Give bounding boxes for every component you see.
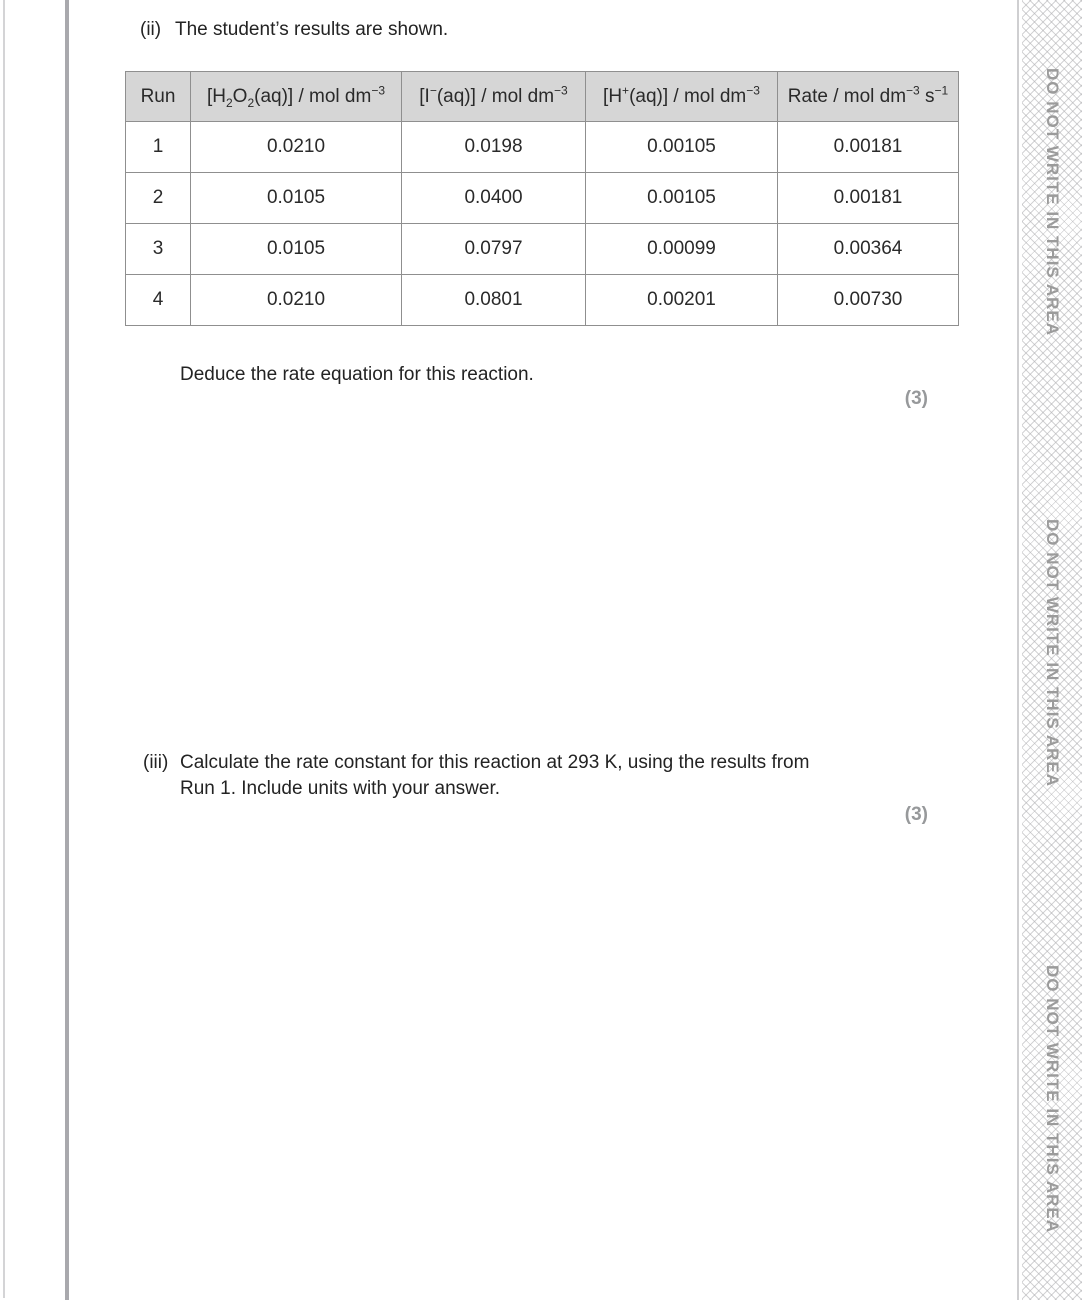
col-header-h2o2: $[H_2O_2(aq)]$ / mol $dm^{-3}$ bbox=[191, 72, 402, 122]
cell-hplus: 0.00099 bbox=[586, 224, 778, 275]
cell-iodide: 0.0198 bbox=[402, 122, 586, 173]
table-row bbox=[126, 122, 959, 173]
cell-rate: 0.00730 bbox=[778, 275, 959, 326]
cell-run: 3 bbox=[126, 224, 191, 275]
question-iii-marker: (iii) bbox=[143, 752, 169, 773]
col-header-hplus: [H+(aq)] / mol $dm^{-3}$ bbox=[586, 72, 778, 122]
do-not-write-label: DO NOT WRITE IN THIS AREA bbox=[1043, 965, 1062, 1234]
question-iii-line2: Run 1. Include units with your answer. bbox=[180, 777, 501, 799]
question-iii-line1: Calculate the rate constant for this reaction at 293 K, using the results from bbox=[180, 752, 810, 773]
cell-iodide: 0.0801 bbox=[402, 275, 586, 326]
table-row bbox=[126, 275, 959, 326]
cell-h2o2: 0.0210 bbox=[191, 275, 402, 326]
do-not-write-strip bbox=[1022, 0, 1082, 1300]
cell-rate: 0.00181 bbox=[778, 122, 959, 173]
cell-h2o2: 0.0105 bbox=[191, 173, 402, 224]
question-iii-text bbox=[180, 750, 809, 801]
cell-rate: 0.00181 bbox=[778, 173, 959, 224]
table-row bbox=[126, 173, 959, 224]
question-ii bbox=[140, 17, 448, 43]
cell-run: 2 bbox=[126, 173, 191, 224]
cell-run: 1 bbox=[126, 122, 191, 173]
cell-h2o2: 0.0105 bbox=[191, 224, 402, 275]
cell-run: 4 bbox=[126, 275, 191, 326]
cell-hplus: 0.00105 bbox=[586, 122, 778, 173]
question-ii-marker: (ii) bbox=[140, 19, 162, 40]
cell-iodide: 0.0797 bbox=[402, 224, 586, 275]
cell-hplus: 0.00201 bbox=[586, 275, 778, 326]
col-header-run bbox=[126, 72, 191, 122]
table-header-row bbox=[126, 72, 959, 122]
cell-iodide: 0.0400 bbox=[402, 173, 586, 224]
do-not-write-label: DO NOT WRITE IN THIS AREA bbox=[1043, 68, 1062, 337]
question-iii bbox=[143, 750, 809, 801]
cell-rate: 0.00364 bbox=[778, 224, 959, 275]
table-row bbox=[126, 224, 959, 275]
do-not-write-label: DO NOT WRITE IN THIS AREA bbox=[1043, 519, 1062, 788]
deduce-instruction: Deduce the rate equation for this reaction. bbox=[180, 364, 534, 385]
question-ii-text: The student’s results are shown. bbox=[175, 19, 449, 40]
marks-badge: (3) bbox=[904, 388, 928, 409]
cell-hplus: 0.00105 bbox=[586, 173, 778, 224]
marks-badge: (3) bbox=[904, 804, 928, 825]
col-header-rate: Rate / mol $dm^{-3}$ $s^{-1}$ bbox=[778, 72, 959, 122]
page-edge-line-left bbox=[3, 0, 5, 1298]
page-edge-line-right bbox=[1017, 0, 1019, 1300]
col-header-iodide: [I−(aq)] / mol $dm^{-3}$ bbox=[402, 72, 586, 122]
page-margin-rule bbox=[65, 0, 69, 1300]
cell-h2o2: 0.0210 bbox=[191, 122, 402, 173]
results-table bbox=[125, 71, 959, 326]
col-header-run-label: Run bbox=[140, 85, 176, 107]
